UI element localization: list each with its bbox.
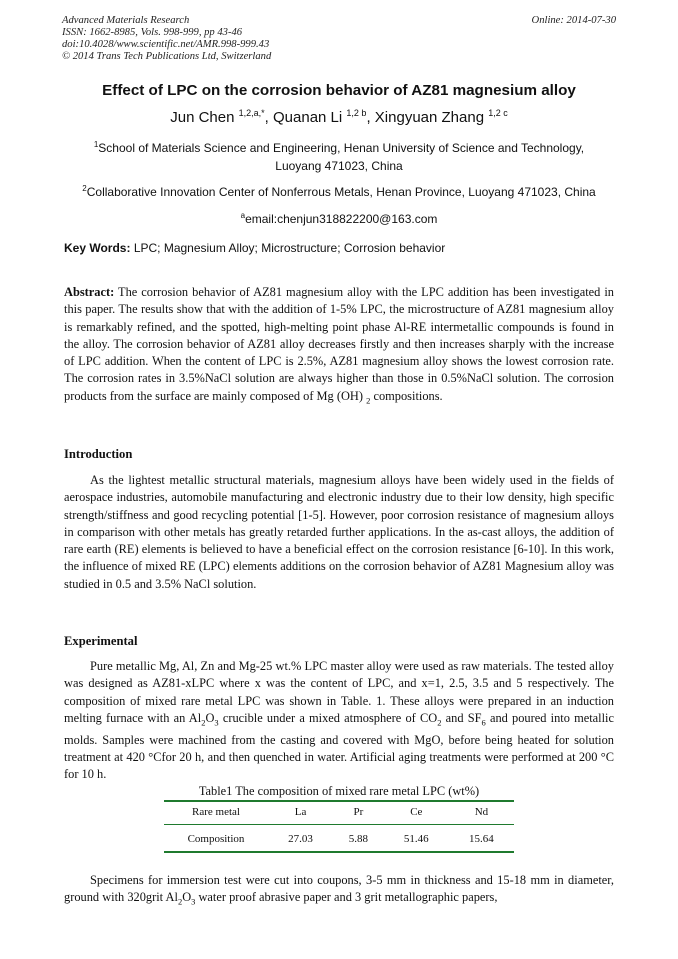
copyright-line: © 2014 Trans Tech Publications Ltd, Switzerland [62,51,272,62]
email-text[interactable]: email:chenjun318822200@163.com [245,212,438,226]
affiliation-text: Collaborative Innovation Center of Nonferrous Metals, Henan Province, Luoyang 471023, China [86,185,596,199]
text-run: water proof abrasive paper and 3 grit metallographic papers, [195,890,498,905]
subscript: 6 [481,717,486,728]
keywords-label: Key Words: [64,241,131,255]
table-cell: 27.03 [268,825,333,853]
keywords-text: LPC; Magnesium Alloy; Microstructure; Corrosion behavior [133,241,446,255]
affiliation-text: School of Materials Science and Engineering, Henan University of Science and Technology, Luoyang 471023, China [98,141,585,173]
author-name: Quanan Li [273,109,343,126]
journal-header [62,15,271,63]
online-date: Online: 2014-07-30 [531,15,616,26]
table-cell: 5.88 [333,825,384,853]
subscript: 2 [177,896,183,907]
email-sup: a [240,211,246,220]
table-header-cell: Pr [333,801,384,825]
abstract-label: Abstract: [64,285,115,299]
table-header-row [164,801,514,825]
author-sup: 1,2,a,* [238,108,265,118]
author-name: Xingyuan Zhang [374,109,485,126]
issn-line: ISSN: 1662-8985, Vols. 998-999, pp 43-46 [62,27,243,38]
subscript: 3 [191,896,196,907]
experimental-heading: Experimental [64,634,138,648]
table-row [164,825,514,853]
text-run: Pure metallic Mg, Al, Zn and Mg-25 wt.% LPC master alloy were used as raw materials. The tested alloy was designed as AZ81-xLPC where x was the content of LPC, and x=1, 2.5, 3.5 and 5 respectively. The composition of mixed rare metal LPC was shown in Table. 1. These alloys were prepared in an induction melting furnace with an Al [64,659,614,725]
keywords [64,241,445,255]
doi-link[interactable]: doi:10.4028/www.scientific.net/AMR.998-999.43 [62,39,270,50]
paper-title: Effect of LPC on the corrosion behavior of AZ81 magnesium alloy [102,82,576,99]
text-run: and SF [441,710,482,725]
author-list: Jun Chen $^{1,2,a,*}$, Quanan Li $^{1,2 b}$, Xingyuan Zhang $^{1,2 c}$ [170,108,508,126]
table-header-cell: Nd [449,801,514,825]
text-run: crucible under a mixed atmosphere of CO [218,710,438,725]
abstract [64,284,614,410]
table-cell: Composition [164,825,268,853]
table-header-cell: La [268,801,333,825]
text-run: and poured into metallic molds. Samples were machined from the casting and covered with MgO, before being heated for solution treatment at 420 °Cfor 20 h, and then quenched in water. Artificial aging treatments were performed at 200 °C for 10 h. [64,710,614,782]
author-email [70,207,608,228]
table-caption: Table1 The composition of mixed rare metal LPC (wt%) [198,784,480,798]
abstract-text-end: compositions. [370,388,443,403]
author-sup: 1,2 b [346,108,367,118]
affiliation-1 [70,136,608,175]
subscript: 2 [437,717,442,728]
table-header-cell: Rare metal [164,801,268,825]
affiliation-sup: 1 [93,140,99,149]
abstract-subscript: 2 [366,395,371,406]
abstract-text: The corrosion behavior of AZ81 magnesium alloy with the LPC addition has been investigated in this paper. The results show that with the addition of 1-5% LPC, the microstructure of AZ81 magnesium alloy is remarkably refined, and the spotted, high-melting point phase Al-RE intermetallic compounds is found in the alloy. The corrosion behavior of AZ81 alloy decreases firstly and then increases sharply with the increase of LPC addition. When the content of LPC is 2.5%, AZ81 magnesium alloy shows the lowest corrosion rate. The corrosion rates in 3.5%NaCl solution are always higher than those in 0.5%NaCl solution. The corrosion products from the surface are mainly composed of Mg (OH) [64,285,615,403]
journal-name: Advanced Materials Research [62,15,190,26]
author-sup: 1,2 c [488,108,508,118]
introduction-text: As the lightest metallic structural materials, magnesium alloys have been widely used in the fields of aerospace industries, automobile manufacturing and electronic industry due to their low density, high specific strength/stiffness and good recycling potential [1-5]. However, poor corrosion resistance of magnesium alloys in comparison with other metals has greatly retarded further applications. In the as-cast alloys, the addition of rare earth (RE) elements is believed to have a beneficial effect on the corrosion resistance [6-10]. In this work, the influence of mixed RE (LPC) elements additions on the corrosion behavior of AZ81 Magnesium alloy was studied in 0.5 and 3.5% NaCl solution. [64,473,614,591]
text-run: Specimens for immersion test were cut into coupons, 3-5 mm in thickness and 15-18 mm in diameter, ground with 320grit Al [64,873,614,905]
affiliation-sup: 2 [82,184,87,193]
subscript: 2 [201,717,206,728]
table-cell: 51.46 [384,825,449,853]
table-cell: 15.64 [449,825,514,853]
introduction-heading: Introduction [64,447,133,461]
text-run: O [205,710,215,725]
experimental-paragraph-1 [64,658,614,784]
affiliation-2 [40,180,638,201]
subscript: 3 [214,717,219,728]
composition-table [164,800,514,853]
text-run: O [182,890,192,905]
author-name: Jun Chen [170,109,235,126]
table-header-cell: Ce [384,801,449,825]
experimental-paragraph-2 [64,872,614,911]
